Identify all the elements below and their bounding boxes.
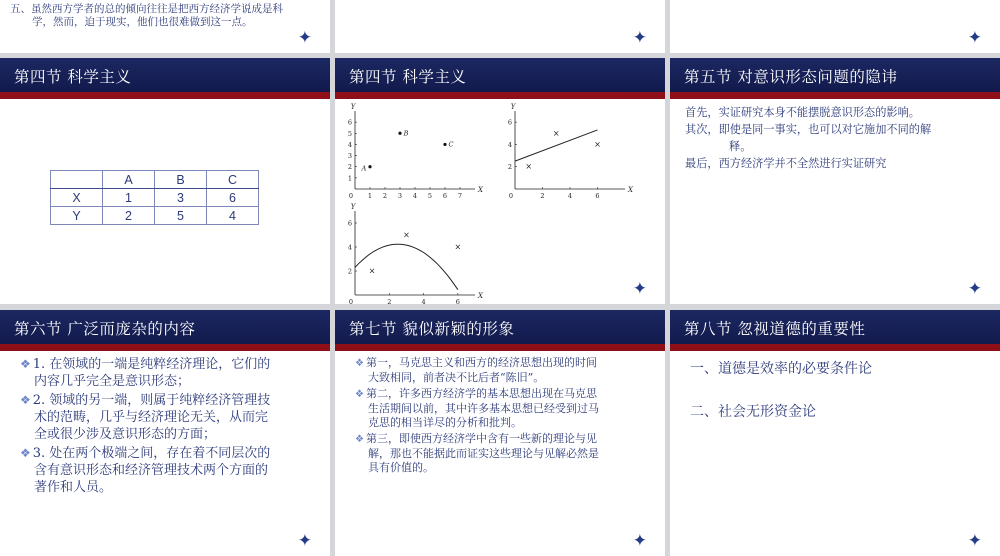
y-tick-label: 5 [347, 129, 353, 138]
y-tick-label: 4 [347, 243, 353, 252]
y-axis-label: Y [350, 103, 356, 111]
header-accent-bar [335, 344, 665, 351]
slide-title: 第五节 对意识形态问题的隐讳 [684, 68, 898, 86]
text-line: 其次，即使是同一事实，也可以对它施加不同的解 [685, 123, 932, 136]
x-axis-label: X [478, 292, 483, 300]
x-tick-label: 5 [427, 192, 433, 200]
y-tick-label: 6 [347, 118, 353, 127]
bullet-line: 生活期间以前，其中许多基本思想已经受到过马 [368, 402, 599, 415]
y-axis-label: Y [350, 203, 356, 211]
item-1: 一、道德是效率的必要条件论 [690, 360, 872, 376]
list-item [355, 356, 599, 385]
data-point: × [594, 139, 601, 149]
list-item [20, 392, 270, 443]
bullet-line: 含有意识形态和经济管理技术两个方面的 [34, 463, 269, 478]
x-tick-label: 6 [595, 192, 600, 200]
bullet-list [20, 356, 270, 496]
bullet-line: 第三，即使西方经济学中含有一些新的理论与见 [365, 432, 597, 445]
bullet-line: 2. 领域的另一端，则属于纯粹经济管理技 [32, 393, 271, 408]
x-tick-label: 6 [442, 192, 448, 200]
bullet-line: 大致相同，前者决不比后者“陈旧”。 [368, 371, 545, 384]
list-item [355, 387, 599, 430]
x-axis-label: X [628, 186, 633, 194]
y-tick-label: 2 [507, 163, 513, 172]
table-cell: 2 [103, 207, 155, 225]
header-accent-bar [0, 92, 330, 99]
header-accent-bar [670, 344, 1000, 351]
table-cell: Y [51, 207, 103, 225]
text-line: 释。 [729, 140, 752, 153]
text-line: 五、虽然西方学者的总的倾向往往是把西方经济学说成是科 [10, 3, 283, 15]
table-cell: 5 [155, 207, 207, 225]
header-accent-bar [0, 344, 330, 351]
slide-title: 第四节 科学主义 [14, 68, 132, 86]
x-tick-label: 4 [421, 298, 426, 304]
data-point: × [368, 266, 376, 276]
data-point [368, 165, 371, 168]
bullet-list [355, 356, 599, 475]
y-tick-label: 6 [347, 219, 353, 228]
table-row [51, 189, 259, 207]
y-tick-label: 6 [507, 118, 513, 127]
slide-6-body [685, 104, 931, 172]
diamond-cluster-icon: ❖ [20, 357, 31, 371]
data-point: × [525, 162, 533, 172]
x-tick-label: 4 [412, 192, 418, 200]
bullet-line: 术的范畴，几乎与经济理论无关，从而完 [34, 410, 269, 425]
list-item [20, 445, 270, 496]
y-axis-label: Y [510, 103, 516, 111]
bullet-line: 著作和人员。 [34, 480, 113, 495]
x-tick-label: 3 [397, 192, 403, 200]
text-line: 最后，西方经济学并不全然进行实证研究 [685, 157, 887, 170]
y-tick-label: 3 [347, 152, 353, 161]
slide-title: 第八节 忽视道德的重要性 [684, 320, 866, 338]
data-table [50, 170, 259, 225]
bullet-line: 克思的相当详尽的分析和批判。 [368, 416, 522, 429]
table-cell [51, 171, 103, 189]
slide-8[interactable] [335, 310, 665, 556]
table-row [51, 207, 259, 225]
x-tick-label: 6 [455, 298, 460, 304]
bullet-line: 解，那也不能据此而证实这些理论与见解必然是 [368, 447, 599, 460]
list-item [20, 356, 270, 390]
four-point-star-icon: ✦ [967, 28, 982, 48]
diamond-cluster-icon: ❖ [20, 393, 31, 407]
bullet-line: 1. 在领域的一端是纯粹经济理论，它们的 [32, 357, 271, 372]
y-tick-label: 4 [347, 140, 353, 149]
slide-5[interactable] [335, 58, 665, 304]
y-tick-label: 4 [507, 140, 513, 149]
table-cell: 3 [155, 189, 207, 207]
slide-3[interactable] [670, 0, 1000, 53]
slide-7[interactable] [0, 310, 330, 556]
diamond-cluster-icon: ❖ [355, 389, 364, 400]
table-cell: 4 [207, 207, 259, 225]
four-point-star-icon: ✦ [297, 28, 312, 48]
charts-area [335, 99, 665, 304]
x-tick-label: 2 [540, 192, 545, 200]
x-tick-label: 1 [367, 192, 373, 200]
origin-label: 0 [348, 192, 354, 200]
y-tick-label: 2 [347, 163, 353, 172]
bullet-line: 全或很少涉及意识形态的方面； [34, 427, 217, 442]
header-accent-bar [335, 92, 665, 99]
data-point [398, 132, 401, 135]
table-cell: A [103, 171, 155, 189]
bullet-line: 3. 处在两个极端之间，存在着不同层次的 [32, 446, 271, 461]
point-label: B [403, 129, 409, 138]
diamond-cluster-icon: ❖ [355, 358, 364, 369]
slide-1[interactable] [0, 0, 330, 53]
slide-title: 第六节 广泛而庞杂的内容 [14, 320, 196, 338]
slide-2[interactable] [335, 0, 665, 53]
slide-6[interactable] [670, 58, 1000, 304]
data-point: × [552, 128, 560, 138]
bullet-line: 第一，马克思主义和西方的经济思想出现的时间 [365, 356, 597, 369]
origin-label: 0 [348, 298, 354, 304]
table-cell: B [155, 171, 207, 189]
data-point: × [454, 242, 462, 252]
table-cell: C [207, 171, 259, 189]
x-tick-label: 2 [387, 298, 392, 304]
text-line: 学，然而，迫于现实，他们也很难做到这一点。 [32, 16, 253, 28]
list-item [355, 432, 599, 475]
table-header-row [51, 171, 259, 189]
point-label: A [361, 164, 367, 173]
slide-title: 第四节 科学主义 [349, 68, 467, 86]
bullet-line: 内容几乎完全是意识形态； [34, 374, 191, 389]
x-tick-label: 4 [567, 192, 573, 200]
x-tick-label: 2 [382, 192, 388, 200]
four-point-star-icon: ✦ [967, 279, 982, 299]
item-2: 二、社会无形资金论 [690, 403, 816, 419]
diamond-cluster-icon: ❖ [355, 434, 364, 445]
table-cell: 6 [207, 189, 259, 207]
slide-9[interactable] [670, 310, 1000, 556]
four-point-star-icon: ✦ [632, 28, 647, 48]
table-cell: 1 [103, 189, 155, 207]
slide-title: 第七节 貌似新颖的形象 [349, 320, 515, 338]
x-axis-label: X [478, 186, 483, 194]
diamond-cluster-icon: ❖ [20, 446, 31, 460]
y-tick-label: 1 [347, 174, 353, 183]
x-tick-label: 7 [457, 192, 463, 200]
slide-4[interactable] [0, 58, 330, 304]
four-point-star-icon: ✦ [967, 531, 982, 551]
y-tick-label: 2 [347, 267, 353, 276]
data-point [443, 143, 446, 146]
bullet-line: 第二，许多西方经济学的基本思想出现在马克思 [365, 387, 597, 400]
point-label: C [448, 140, 454, 149]
four-point-star-icon: ✦ [297, 531, 312, 551]
text-line: 首先，实证研究本身不能摆脱意识形态的影响。 [685, 106, 920, 119]
table-cell: X [51, 189, 103, 207]
bullet-line: 具有价值的。 [368, 461, 434, 474]
header-accent-bar [670, 92, 1000, 99]
origin-label: 0 [508, 192, 514, 200]
data-point: × [403, 230, 410, 240]
four-point-star-icon: ✦ [632, 279, 647, 299]
four-point-star-icon: ✦ [632, 531, 647, 551]
slide-1-text [10, 3, 283, 29]
